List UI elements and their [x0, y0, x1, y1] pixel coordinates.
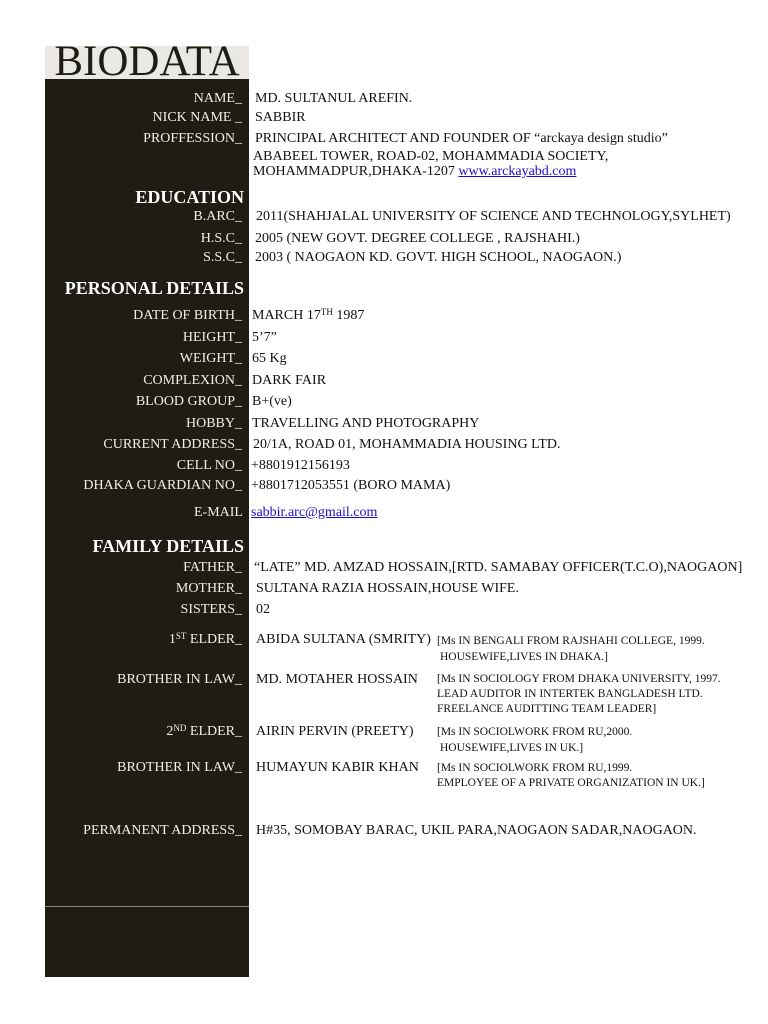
- height-value: 5’7”: [252, 330, 277, 345]
- family-details-heading: FAMILY DETAILS: [92, 536, 244, 556]
- profession-line-1: PRINCIPAL ARCHITECT AND FOUNDER OF “arckaya design studio”: [255, 131, 668, 146]
- brother-in-law-1-label: BROTHER IN LAW_: [117, 672, 242, 687]
- email-link[interactable]: sabbir.arc@gmail.com: [251, 505, 378, 520]
- nick-name-value: SABBIR: [255, 110, 306, 125]
- dob-label: DATE OF BIRTH_: [133, 308, 242, 323]
- father-value: “LATE” MD. AMZAD HOSSAIN,[RTD. SAMABAY OFFICER(T.C.O),NAOGAON]: [254, 560, 743, 575]
- email-label: E-MAIL: [194, 505, 243, 520]
- website-link[interactable]: www.arckayabd.com: [458, 164, 577, 179]
- sidebar-divider: [45, 906, 249, 907]
- first-elder-num: 1: [168, 632, 176, 647]
- current-address-label: CURRENT ADDRESS_: [103, 437, 242, 452]
- ssc-value: 2003 ( NAOGAON KD. GOVT. HIGH SCHOOL, NAOGAON.): [255, 250, 622, 265]
- nick-name-label: NICK NAME _: [152, 110, 242, 125]
- sisters-label: SISTERS_: [180, 602, 242, 617]
- current-address-value: 20/1A, ROAD 01, MOHAMMADIA HOUSING LTD.: [253, 437, 561, 452]
- brother-in-law-1-note-2: LEAD AUDITOR IN INTERTEK BANGLADESH LTD.: [437, 688, 703, 700]
- barc-label: B.ARC_: [193, 209, 242, 224]
- name-value: MD. SULTANUL AREFIN.: [255, 91, 413, 106]
- permanent-address-label: PERMANENT ADDRESS_: [83, 823, 242, 838]
- complexion-value: DARK FAIR: [252, 373, 327, 388]
- first-elder-note-2: HOUSEWIFE,LIVES IN DHAKA.]: [440, 651, 609, 663]
- hobby-value: TRAVELLING AND PHOTOGRAPHY: [252, 416, 480, 431]
- second-elder-word: ELDER_: [186, 724, 242, 739]
- brother-in-law-1-note-1: [Ms IN SOCIOLOGY FROM DHAKA UNIVERSITY, 1997.: [437, 673, 721, 685]
- brother-in-law-2-value: HUMAYUN KABIR KHAN: [256, 760, 419, 775]
- title-banner: [45, 46, 249, 79]
- name-label: NAME_: [193, 91, 242, 106]
- second-elder-note-1: [Ms IN SOCIOLWORK FROM RU,2000.: [437, 726, 633, 738]
- first-elder-value: ABIDA SULTANA (SMRITY): [256, 632, 431, 647]
- sisters-value: 02: [256, 602, 270, 617]
- second-elder-label: [166, 724, 242, 740]
- office-address: MOHAMMADPUR,DHAKA-1207: [253, 164, 459, 179]
- dob-suffix: TH: [320, 307, 333, 317]
- profession-label: PROFFESSION_: [143, 131, 242, 146]
- cell-no-label: CELL NO_: [176, 458, 242, 473]
- blood-group-value: B+(ve): [252, 394, 292, 409]
- profession-line-2: ABABEEL TOWER, ROAD-02, MOHAMMADIA SOCIETY,: [253, 149, 609, 164]
- hobby-label: HOBBY_: [185, 416, 242, 431]
- brother-in-law-2-note-2: EMPLOYEE OF A PRIVATE ORGANIZATION IN UK.]: [437, 777, 705, 789]
- second-elder-suffix: ND: [173, 723, 187, 733]
- cell-no-value: +8801912156193: [251, 458, 350, 473]
- dob-year: 1987: [332, 308, 365, 323]
- hsc-label: H.S.C_: [200, 231, 242, 246]
- hsc-value: 2005 (NEW GOVT. DEGREE COLLEGE , RAJSHAHI.): [255, 231, 580, 246]
- personal-details-heading: PERSONAL DETAILS: [64, 278, 244, 298]
- first-elder-note-1: [Ms IN BENGALI FROM RAJSHAHI COLLEGE, 1999.: [437, 635, 705, 647]
- brother-in-law-2-note-1: [Ms IN SOCIOLWORK FROM RU,1999.: [437, 762, 633, 774]
- first-elder-label: [169, 632, 242, 648]
- weight-value: 65 Kg: [252, 351, 287, 366]
- father-label: FATHER_: [183, 560, 242, 575]
- brother-in-law-1-note-3: FREELANCE AUDITTING TEAM LEADER]: [437, 703, 657, 715]
- ssc-label: S.S.C_: [203, 250, 242, 265]
- second-elder-note-2: HOUSEWIFE,LIVES IN UK.]: [440, 742, 584, 754]
- second-elder-num: 2: [166, 724, 174, 739]
- weight-label: WEIGHT_: [179, 351, 242, 366]
- second-elder-value: AIRIN PERVIN (PREETY): [256, 724, 414, 739]
- education-heading: EDUCATION: [135, 187, 244, 207]
- barc-value: 2011(SHAHJALAL UNIVERSITY OF SCIENCE AND TECHNOLOGY,SYLHET): [256, 209, 731, 224]
- first-elder-suffix: ST: [175, 631, 187, 641]
- dob-month-day: MARCH 17: [252, 308, 321, 323]
- first-elder-word: ELDER_: [186, 632, 242, 647]
- blood-group-label: BLOOD GROUP_: [135, 394, 242, 409]
- mother-value: SULTANA RAZIA HOSSAIN,HOUSE WIFE.: [256, 581, 519, 596]
- email-value: [251, 505, 377, 521]
- mother-label: MOTHER_: [175, 581, 242, 596]
- guardian-no-value: +8801712053551 (BORO MAMA): [251, 478, 451, 493]
- dob-value: [252, 308, 364, 324]
- brother-in-law-1-value: MD. MOTAHER HOSSAIN: [256, 672, 418, 687]
- guardian-no-label: DHAKA GUARDIAN NO_: [83, 478, 242, 493]
- permanent-address-value: H#35, SOMOBAY BARAC, UKIL PARA,NAOGAON SADAR,NAOGAON.: [256, 823, 697, 838]
- brother-in-law-2-label: BROTHER IN LAW_: [117, 760, 242, 775]
- profession-line-3: [253, 164, 576, 180]
- page-title: BIODATA: [54, 46, 240, 79]
- complexion-label: COMPLEXION_: [143, 373, 242, 388]
- height-label: HEIGHT_: [182, 330, 242, 345]
